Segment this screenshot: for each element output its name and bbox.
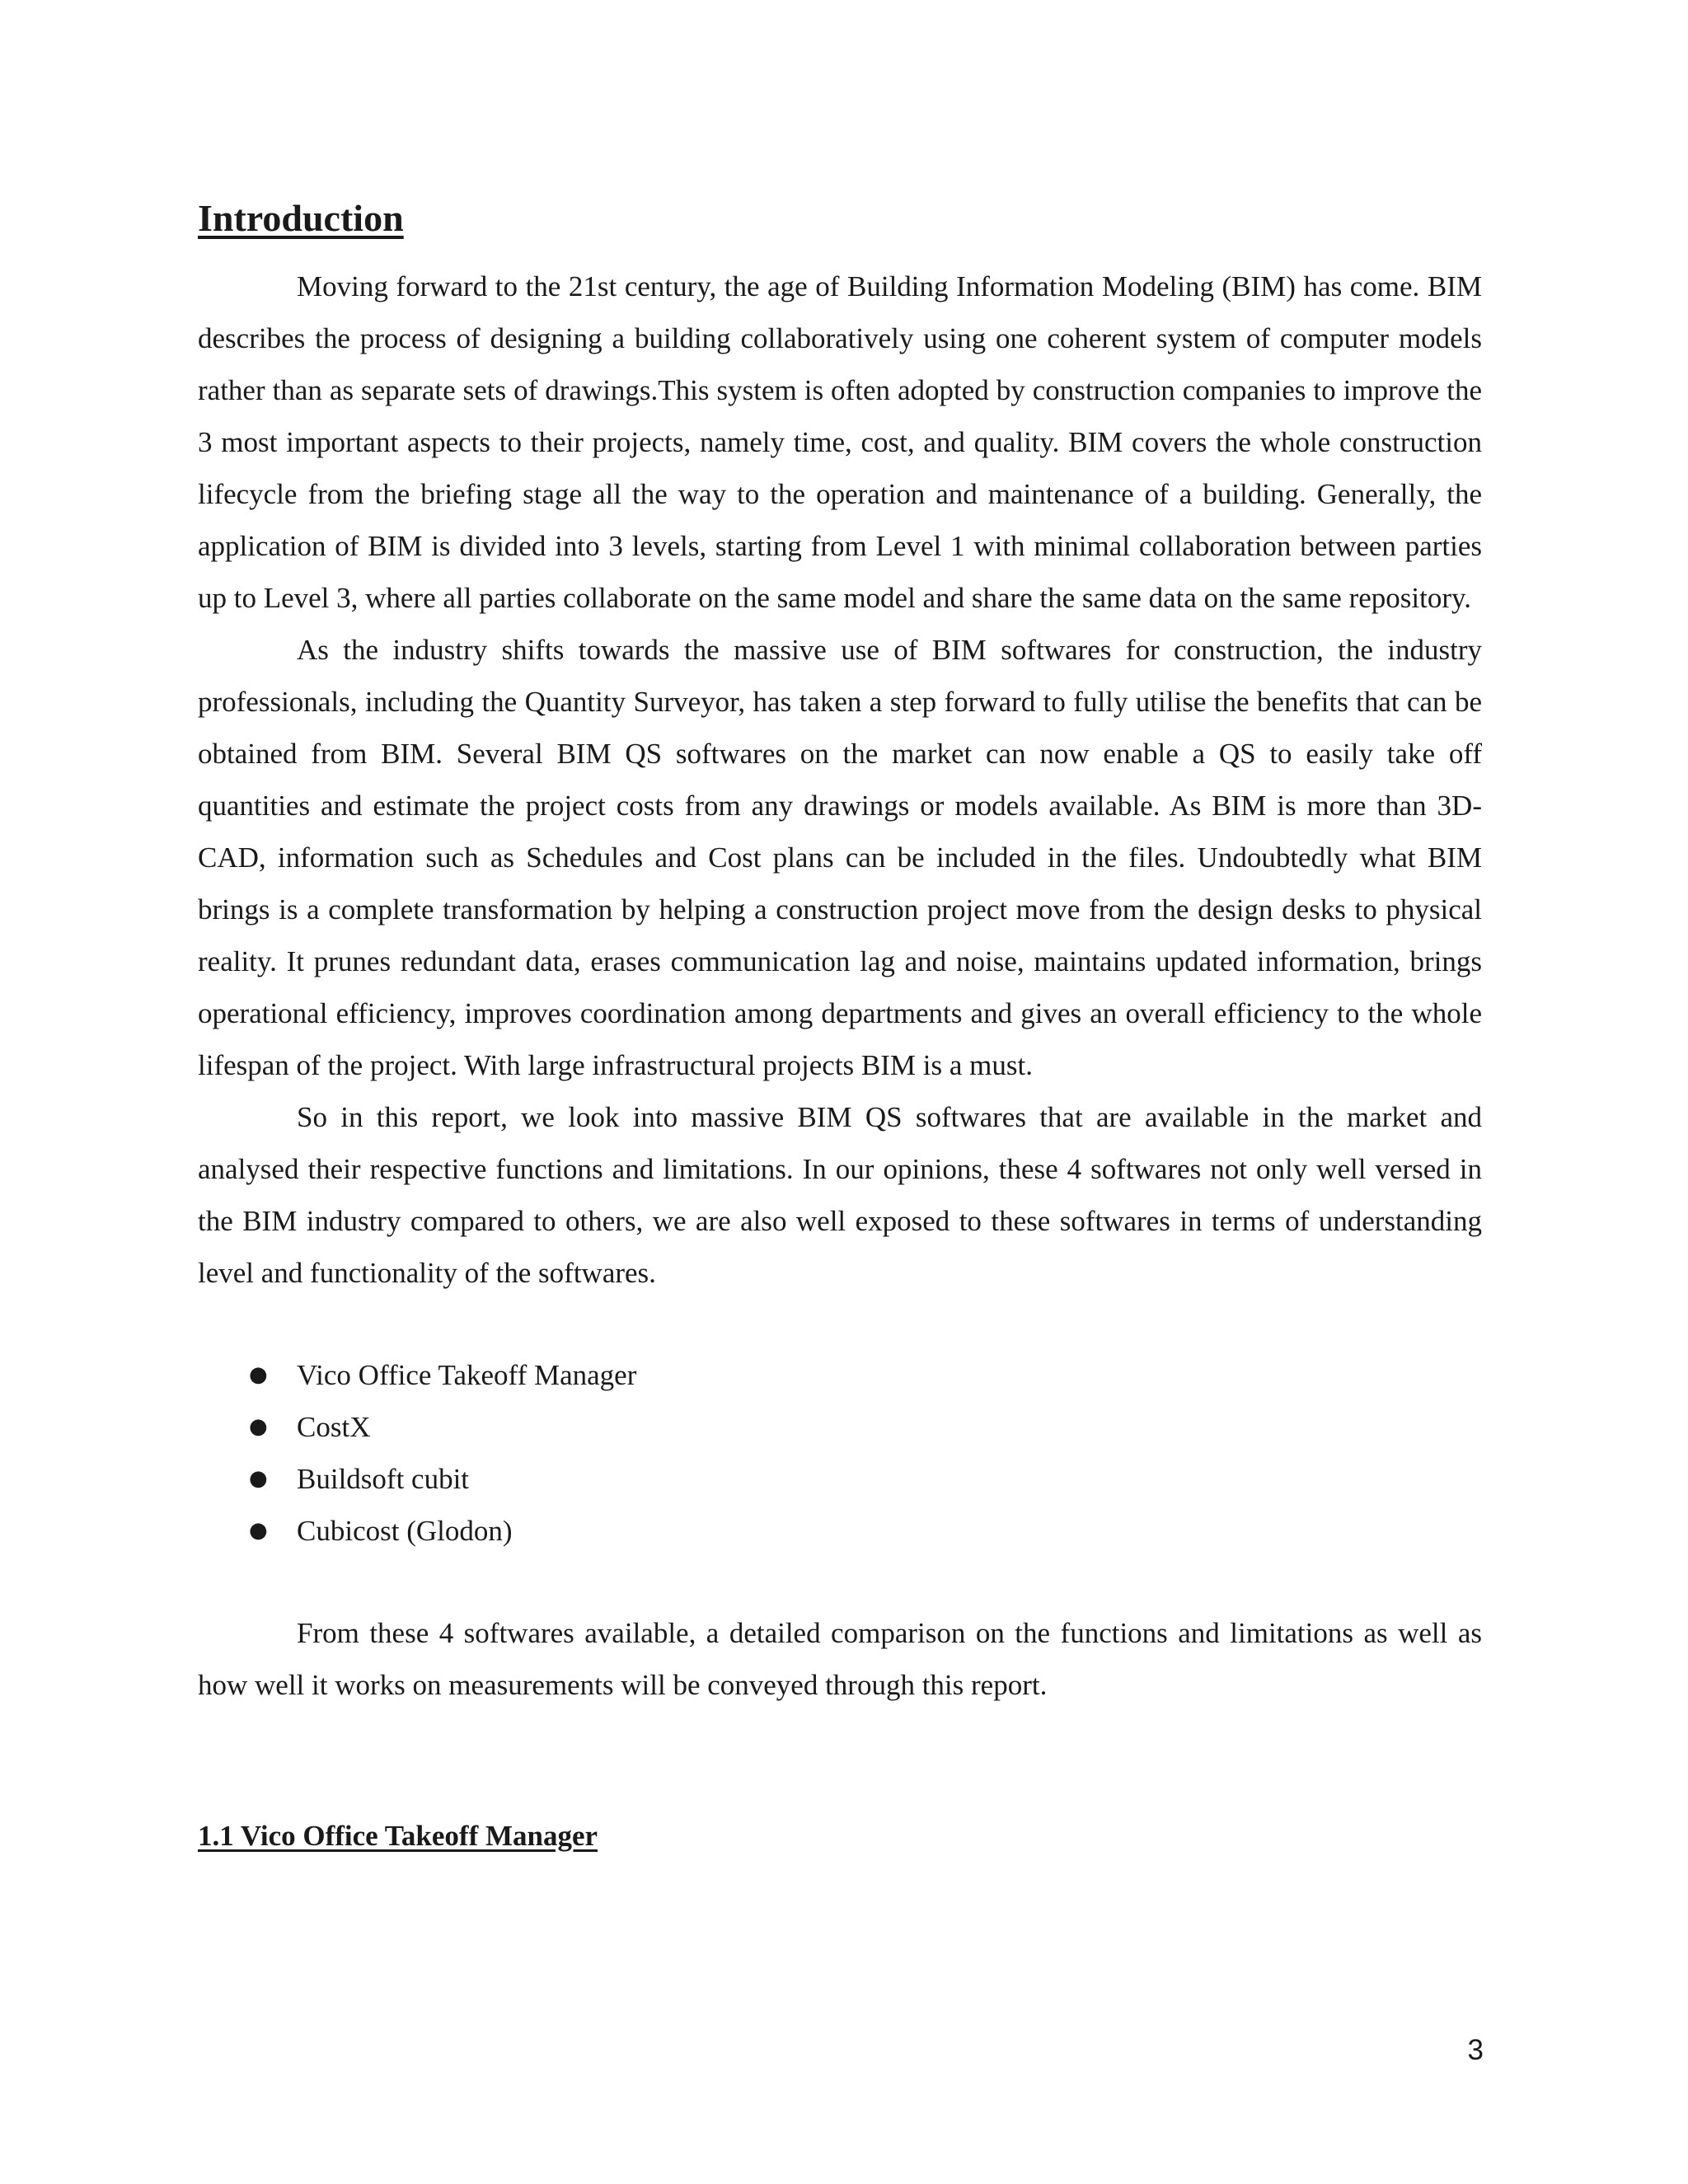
bullet-icon: ● [249,1518,268,1543]
list-item [198,1349,1482,1401]
page-content [198,191,1482,1862]
subsection-heading: 1.1 Vico Office Takeoff Manager [198,1820,598,1852]
list-item [198,1401,1482,1453]
closing-paragraph: From these 4 softwares available, a detailed comparison on the functions and limitations as well as how well it works on measurements will be conveyed through this report. [198,1617,1482,1701]
list-item [198,1453,1482,1505]
list-item-label: CostX [297,1411,371,1443]
bullet-icon: ● [249,1466,268,1491]
intro-paragraph-3: So in this report, we look into massive BIM QS softwares that are available in the market and analysed their respective functions and limitations. In our opinions, these 4 softwares not only well versed in the BIM industry compared to others, we are also well exposed to these softwares in terms of understanding level and functionality of the softwares. [198,1101,1482,1289]
list-item-label: Vico Office Takeoff Manager [297,1359,637,1391]
list-item [198,1505,1482,1557]
section-heading: Introduction [198,197,404,239]
list-item-label: Buildsoft cubit [297,1463,470,1495]
bullet-icon: ● [249,1414,268,1439]
intro-paragraph-1: Moving forward to the 21st century, the age of Building Information Modeling (BIM) has come. BIM describes the process of designing a building collaboratively using one coherent system of computer models rather than as separate sets of drawings.This system is often adopted by construction companies to improve the 3 most important aspects to their projects, namely time, cost, and quality. BIM covers the whole construction lifecycle from the briefing stage all the way to the operation and maintenance of a building. Generally, the application of BIM is divided into 3 levels, starting from Level 1 with minimal collaboration between parties up to Level 3, where all parties collaborate on the same model and share the same data on the same repository. [198,270,1482,614]
list-item-label: Cubicost (Glodon) [297,1515,513,1547]
software-list [198,1349,1482,1557]
intro-paragraph-2: As the industry shifts towards the massive use of BIM softwares for construction, the industry professionals, including the Quantity Surveyor, has taken a step forward to fully utilise the benefits that can be obtained from BIM. Several BIM QS softwares on the market can now enable a QS to easily take off quantities and estimate the project costs from any drawings or models available. As BIM is more than 3D-CAD, information such as Schedules and Cost plans can be included in the files. Undoubtedly what BIM brings is a complete transformation by helping a construction project move from the design desks to physical reality. It prunes redundant data, erases communication lag and noise, maintains updated information, brings operational efficiency, improves coordination among departments and gives an overall efficiency to the whole lifespan of the project. With large infrastructural projects BIM is a must. [198,634,1482,1081]
bullet-icon: ● [249,1362,268,1387]
page-number: 3 [1467,2034,1484,2066]
